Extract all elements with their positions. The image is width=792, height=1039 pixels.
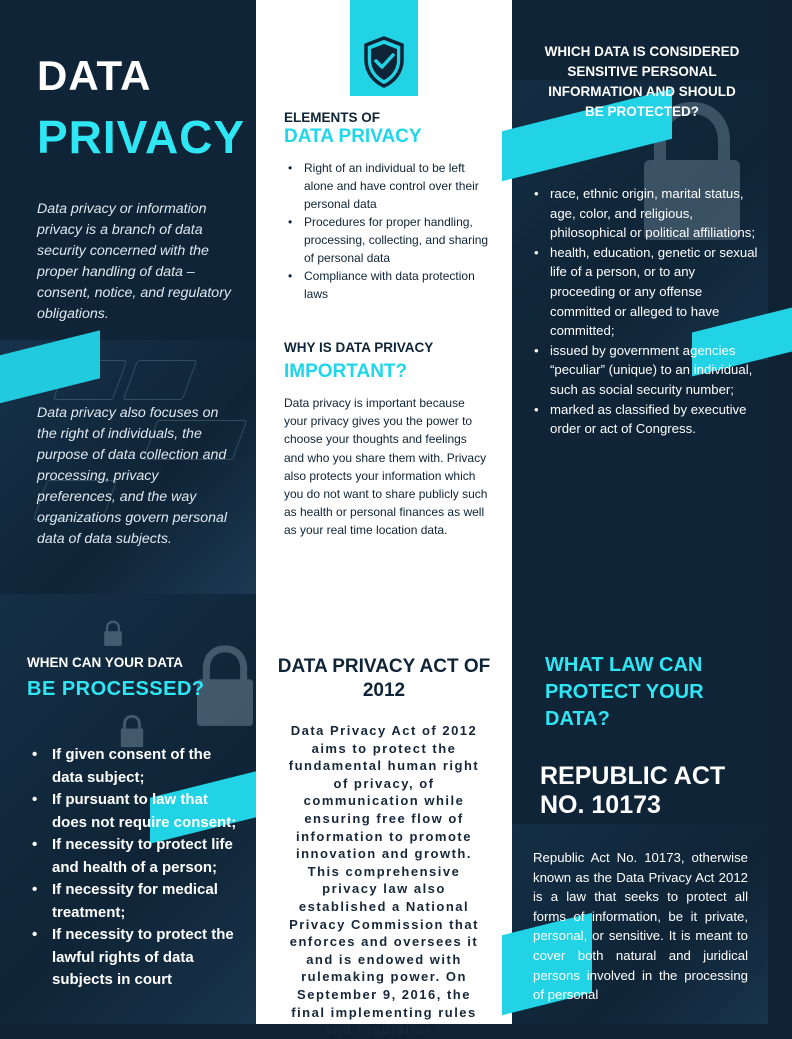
list-item: • Right of an individual to be left alone and have control over their personal data bbox=[286, 159, 491, 213]
list-item: • health, education, genetic or sexual life of a person, or to any proceeding or any offense committed or alleged to have committed; bbox=[532, 243, 760, 341]
why-heading: IMPORTANT? bbox=[284, 361, 408, 382]
sensitive-question: WHICH DATA IS CONSIDERED SENSITIVE PERSONAL INFORMATION AND SHOULD BE PROTECTED? bbox=[544, 44, 740, 119]
list-item: • If given consent of the data subject; bbox=[30, 744, 245, 789]
elements-list bbox=[286, 159, 491, 303]
title-privacy: PRIVACY bbox=[37, 111, 246, 163]
intro-text: Data privacy or information privacy is a branch of data security concerned with the proper handling of data – consent, notice, and regulatory obligations. bbox=[37, 201, 232, 322]
law-question: WHAT LAW CAN PROTECT YOUR DATA? bbox=[545, 654, 704, 730]
processed-heading-small: WHEN CAN YOUR DATA bbox=[27, 655, 183, 670]
intro-text-2: Data privacy also focuses on the right of individuals, the purpose of data collection and processing, privacy preferences, and the way organizations govern personal data of data subjects. bbox=[37, 405, 228, 547]
title-data: DATA bbox=[37, 52, 152, 99]
list-item: • If pursuant to law that does not require consent; bbox=[30, 789, 245, 834]
panel-act bbox=[256, 594, 512, 1038]
list-item: • issued by government agencies “peculiar” (unique) to an individual, such as social security number; bbox=[532, 341, 760, 400]
act-body: Data Privacy Act of 2012 aims to protect the fundamental human right of privacy, of communication while ensuring free flow of information to promote innovation and growth. This comprehensive privacy law also established a National Privacy Commission that enforces and oversees it and is endowed with rulemaking power. On September 9, 2016, the final implementing rules and regulations bbox=[288, 723, 480, 1038]
list-item: • Procedures for proper handling, processing, collecting, and sharing of personal data bbox=[286, 213, 491, 267]
elements-heading-small: ELEMENTS OF bbox=[284, 110, 381, 125]
panel-law bbox=[512, 594, 768, 1024]
processed-heading: BE PROCESSED? bbox=[27, 678, 205, 700]
republic-act-body: Republic Act No. 10173, otherwise known as the Data Privacy Act 2012 is a law that seeks to protect all forms of information, be it private, personal, or sensitive. It is meant to cover both natural and juridical persons involved in the processing of personal bbox=[533, 850, 748, 1003]
panel-elements bbox=[256, 0, 512, 594]
processed-list bbox=[30, 744, 245, 992]
panel-sensitive bbox=[512, 0, 768, 594]
republic-act-title: REPUBLIC ACT NO. 10173 bbox=[540, 762, 726, 819]
elements-heading: DATA PRIVACY bbox=[284, 126, 422, 147]
why-heading-small: WHY IS DATA PRIVACY bbox=[284, 340, 434, 355]
panel-intro bbox=[0, 0, 256, 594]
list-item: • If necessity to protect the lawful rights of data subjects in court bbox=[30, 924, 245, 992]
shield-check-icon bbox=[362, 36, 406, 88]
list-item: • Compliance with data protection laws bbox=[286, 267, 491, 303]
shield-banner bbox=[350, 0, 418, 96]
list-item: • marked as classified by executive order or act of Congress. bbox=[532, 400, 760, 439]
why-body: Data privacy is important because your privacy gives you the power to choose your thoughts and feelings and who you share them with. Privacy also protects your information which you do not want to share publicly such as health or personal finances as well as your real time location data. bbox=[284, 396, 488, 538]
list-item: • race, ethnic origin, marital status, age, color, and religious, philosophical or political affiliations; bbox=[532, 184, 760, 243]
sensitive-list bbox=[532, 184, 760, 439]
lock-icon bbox=[102, 620, 124, 648]
list-item: • If necessity for medical treatment; bbox=[30, 879, 245, 924]
panel-processed bbox=[0, 594, 256, 1024]
list-item: • If necessity to protect life and health of a person; bbox=[30, 834, 245, 879]
act-title: DATA PRIVACY ACT OF 2012 bbox=[277, 656, 491, 701]
